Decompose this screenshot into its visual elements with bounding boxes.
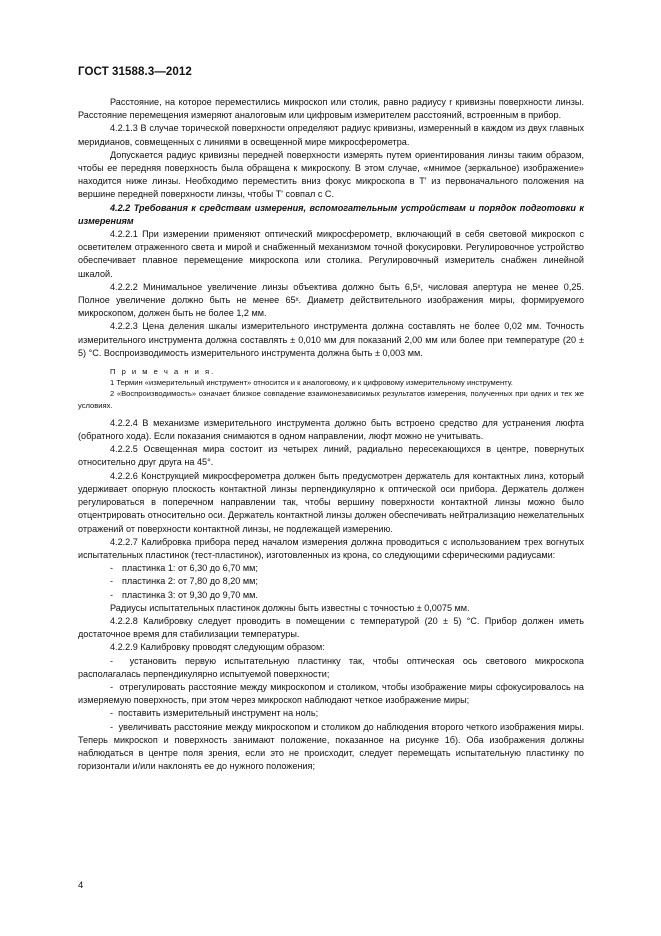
step-text: отрегулировать расстояние между микроскопом и столиком, чтобы изображение миры сфокусировалось на измеряемую поверхность, при этом через микроскоп наблюдают четкое изображение миры; — [78, 681, 584, 706]
note-item: 2 «Воспроизводимость» означает близкое совпадение взаимонезависимых результатов измерения, полученных при одних и тех же условиях. — [78, 389, 584, 410]
step-text: установить первую испытательную пластинку так, чтобы оптическая ось светового микроскопа располагалась перпендикулярно испытуемой поверхности; — [78, 655, 584, 679]
paragraph: 4.2.2.8 Калибровку следует проводить в помещении с температурой (20 ± 5) °C. Прибор должен иметь достаточное время для стабилизации температуры. — [78, 615, 584, 640]
plate-text: пластинка 3: от 9,30 до 9,70 мм. — [122, 589, 258, 600]
plate-text: пластинка 2: от 7,80 до 8,20 мм; — [122, 576, 258, 587]
paragraph: Радиусы испытательных пластинок должны быть известны с точностью ± 0,0075 мм. — [110, 602, 470, 613]
notes-block — [78, 366, 584, 411]
list-item: - пластинка 3: от 9,30 до 9,70 мм. — [110, 589, 258, 600]
section-heading: 4.2.2 Требования к средствам измерения, вспомогательным устройствам и порядок подготовки к измерениям — [78, 202, 584, 226]
document-body — [78, 96, 584, 773]
document-header: ГОСТ 31588.3—2012 — [78, 66, 192, 78]
paragraph: 4.2.2.2 Минимальное увеличение линзы объектива должно быть 6,5ˣ, числовая апертура не менее 0,25. Полное увеличение должно быть не менее 65ˣ. Диаметр действительного изображения миры, формируемого микроскопом, должен быть не более 1,2 мм. — [78, 281, 584, 319]
paragraph: Расстояние, на которое переместились микроскоп или столик, равно радиусу r кривизны поверхности линзы. Расстояние перемещения измеряют аналоговым или цифровым измерителем расстояний, встроенным в прибор. — [78, 97, 584, 121]
paragraph: 4.2.2.5 Освещенная мира состоит из четырех линий, радиально пересекающихся в центре, повернутых относительно друг друга на 45°. — [78, 444, 584, 468]
list-item: - пластинка 1: от 6,30 до 6,70 мм; — [110, 563, 258, 574]
list-item: - поставить измерительный инструмент на ноль; — [110, 708, 319, 719]
page-number: 4 — [78, 880, 84, 891]
list-item: - пластинка 2: от 7,80 до 8,20 мм; — [110, 576, 258, 587]
paragraph: Допускается радиус кривизны передней поверхности измерять путем ориентирования линзы таким образом, чтобы ее передняя поверхность была обращена к микроскопу. В этом случае, «мнимое (зеркальное) изображение» находится ниже линзы. Необходимо переместить вниз фокус микроскопа в T' из первоначального положения на вершине передней поверхности линзы, чтобы T' совпал с C. — [78, 149, 584, 200]
list-item: - установить первую испытательную пластинку так, чтобы оптическая ось светового микроскопа располагалась перпендикулярно испытуемой поверхности; — [78, 655, 584, 679]
paragraph: 4.2.2.9 Калибровку проводят следующим образом: — [110, 642, 325, 653]
list-item: - увеличивать расстояние между микроскопом и столиком до наблюдения второго четкого изображения миры. Теперь микроскоп и поверхность занимают положение, показанное на рисунке 1б). Оба изображения должны наблюдаться в центре поля зрения, если это не происходит, следует перемещать испытательную пластинку по горизонтали и/или наклонять ее до нужного положения; — [78, 721, 584, 772]
paragraph: 4.2.2.4 В механизме измерительного инструмента должно быть встроено средство для устранения люфта (обратного хода). Если показания снимаются в одном направлении, люфт можно не учитывать. — [78, 417, 584, 442]
paragraph: 4.2.1.3 В случае торической поверхности определяют радиус кривизны, измеренный в каждом из двух главных меридианов, совмещенных с линиями в освещенной мире микросферометра. — [78, 123, 584, 147]
paragraph: 4.2.2.3 Цена деления шкалы измерительного инструмента должна составлять не более 0,02 мм. Точность измерительного инструмента должна составлять ± 0,010 мм для показаний 2,00 мм или более при температуре (20 ± 5) °C. Воспроизводимость измерительного инструмента должна быть ± 0,003 мм. — [78, 321, 584, 358]
paragraph: 4.2.2.6 Конструкцией микросферометра должен быть предусмотрен держатель для контактных линз, который удерживает опорную плоскость контактной линзы перпендикулярно к оптической оси прибора. Держатель должен регулироваться в поперечном направлении так, чтобы вершину поверхности контактной линзы можно было отцентрировать относительно оси. Держатель контактной линзы должен обеспечивать нейтрализацию нежелательных отражений от поверхности контактной линзы, не подлежащей измерению. — [78, 470, 584, 534]
paragraph: 4.2.2.1 При измерении применяют оптический микросферометр, включающий в себя световой микроскоп с осветителем отраженного света и мирой и снабженный механизмом точной фокусировки. Регулировочное устройство обеспечивает плавное перемещение микроскопа или столика. Регулировочный измеритель снабжен линейной шкалой. — [78, 229, 584, 279]
step-text: увеличивать расстояние между микроскопом и столиком до наблюдения второго четкого изображения миры. Теперь микроскоп и поверхность занимают положение, показанное на рисунке 1б). Оба изображения должны наблюдаться в центре поля зрения, если это не происходит, следует перемещать испытательную пластинку по горизонтали и/или наклонять ее до нужного положения; — [78, 721, 584, 772]
note-item: 1 Термин «измерительный инструмент» относится и к аналоговому, и к цифровому измерительному инструменту. — [110, 378, 513, 388]
step-text: поставить измерительный инструмент на ноль; — [118, 708, 319, 719]
paragraph: 4.2.2.7 Калибровка прибора перед началом измерения должна проводиться с использованием трех вогнутых испытательных пластинок (тест-пластинок), изготовленных из крона, со следующими сферическими радиусами: — [78, 536, 584, 560]
notes-title: П р и м е ч а н и я. — [110, 367, 216, 377]
plate-text: пластинка 1: от 6,30 до 6,70 мм; — [122, 563, 258, 574]
list-item: - отрегулировать расстояние между микроскопом и столиком, чтобы изображение миры сфокусировалось на измеряемую поверхность, при этом через микроскоп наблюдают четкое изображение миры; — [78, 681, 584, 706]
